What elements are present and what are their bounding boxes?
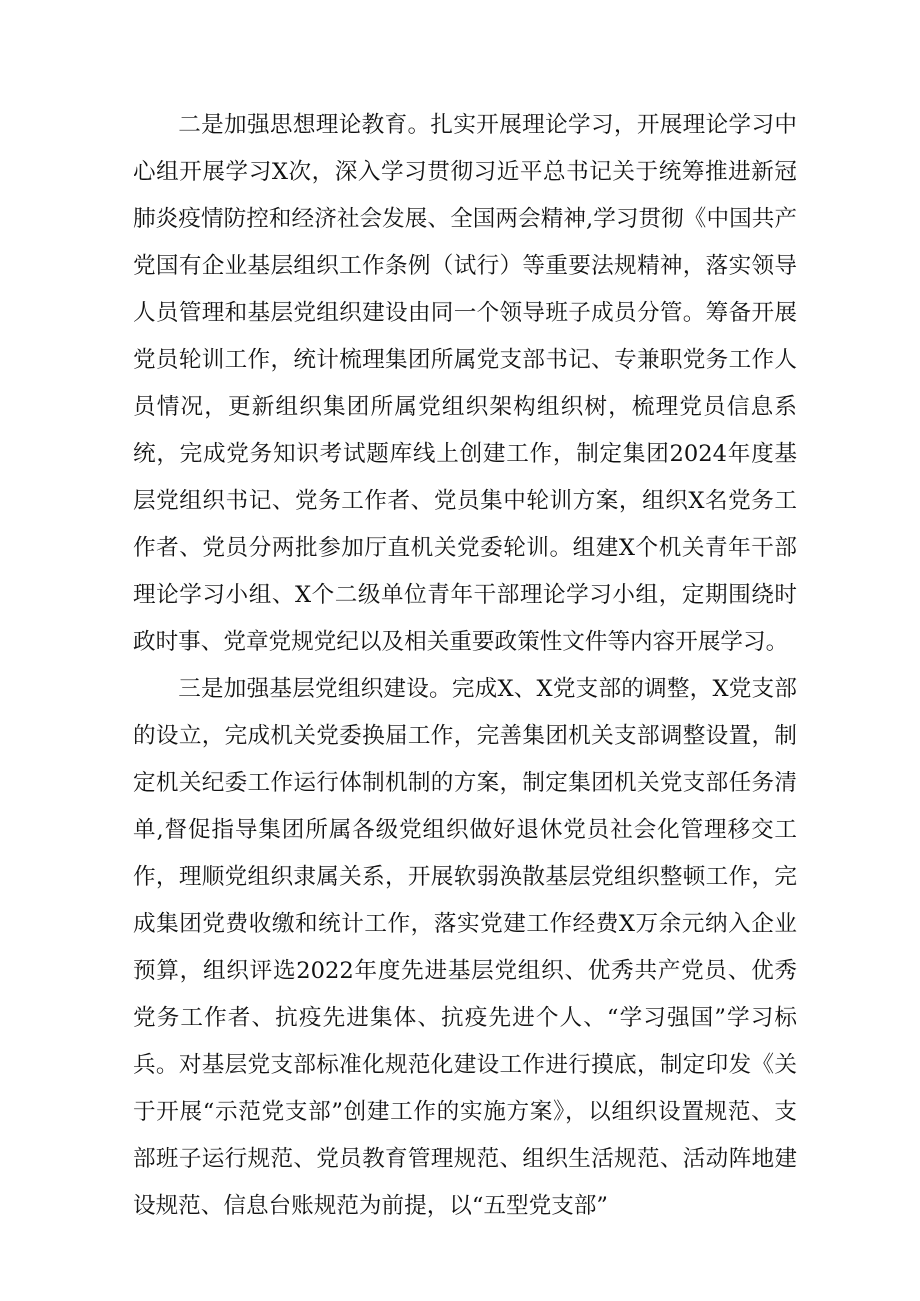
paragraph-grassroots-organization: 三是加强基层党组织建设。完成X、X党支部的调整，X党支部的设立，完成机关党委换届工作，完善集团机关支部调整设置，制定机关纪委工作运行体制机制的方案，制定集团机关党支部任务清单,督促指导集团所属各级党组织做好退休党员社会化管理移交工作，理顺党组织隶属关系，开展软弱涣散基层党组织整顿工作，完成集团党费收缴和统计工作，落实党建工作经费X万余元纳入企业预算，组织评选2022年度先进基层党组织、优秀共产党员、优秀党务工作者、抗疫先进集体、抗疫先进个人、“学习强国”学习标兵。对基层党支部标准化规范化建设工作进行摸底，制定印发《关于开展“示范党支部”创建工作的实施方案》，以组织设置规范、支部班子运行规范、党员教育管理规范、组织生活规范、活动阵地建设规范、信息台账规范为前提，以“五型党支部” — [133, 676, 797, 1219]
document-body — [133, 102, 797, 1230]
paragraph-thought-education: 二是加强思想理论教育。扎实开展理论学习，开展理论学习中心组开展学习X次，深入学习贯彻习近平总书记关于统筹推进新冠肺炎疫情防控和经济社会发展、全国两会精神,学习贯彻《中国共产党国有企业基层组织工作条例（试行）等重要法规精神，落实领导人员管理和基层党组织建设由同一个领导班子成员分管。筹备开展党员轮训工作，统计梳理集团所属党支部书记、专兼职党务工作人员情况，更新组织集团所属党组织架构组织树，梳理党员信息系统，完成党务知识考试题库线上创建工作，制定集团2024年度基层党组织书记、党务工作者、党员集中轮训方案，组织X名党务工作者、党员分两批参加厅直机关党委轮训。组建X个机关青年干部理论学习小组、X个二级单位青年干部理论学习小组，定期围绕时政时事、党章党规党纪以及相关重要政策性文件等内容开展学习。 — [133, 112, 797, 655]
